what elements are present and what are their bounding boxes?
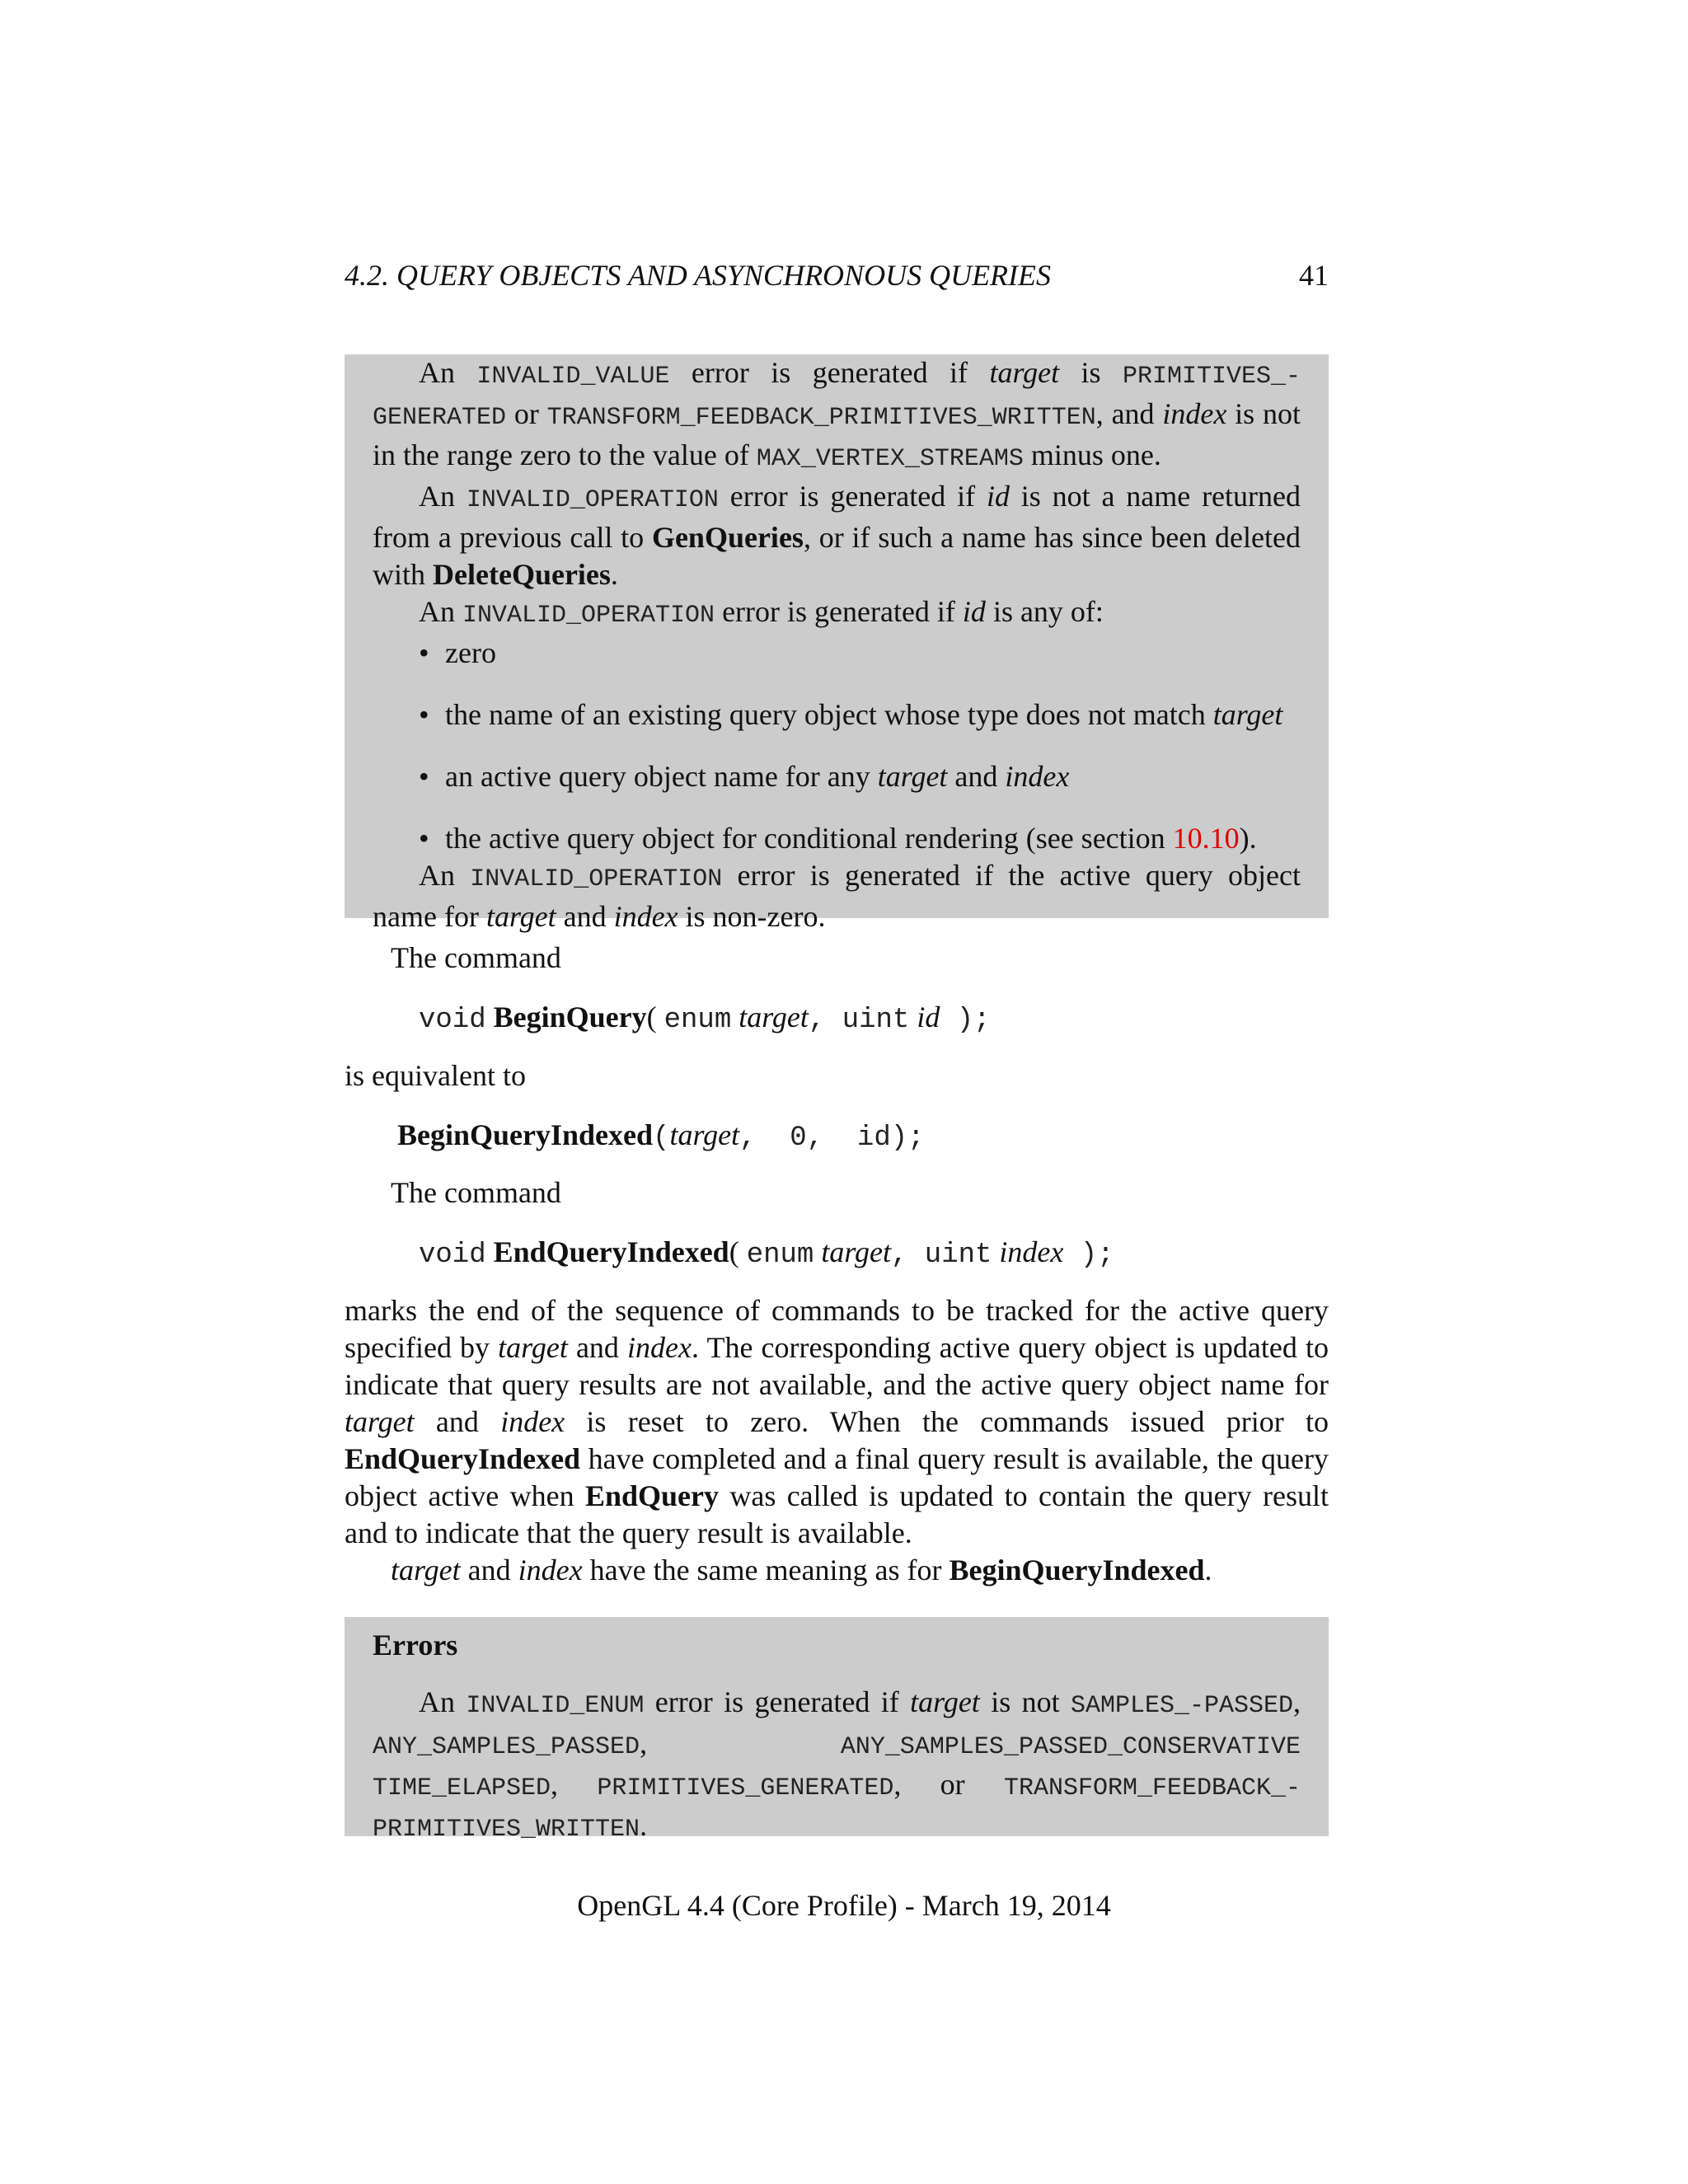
error-paragraph-invalid-operation-3: An INVALID_OPERATION error is generated if the active query object name for target and index is non-zero. [373, 859, 1301, 933]
error-paragraph-invalid-value: An INVALID_VALUE error is generated if target is PRIMITIVES_-GENERATED or TRANSFORM_FEEDBACK_PRIMITIVES_WRITTEN, and index is not in the range zero to the value of MAX_VERTEX_STREAMS minus one. [373, 356, 1301, 473]
cmd2-signature: void EndQueryIndexed( enum target, uint index ); [419, 1235, 1114, 1271]
error-paragraph-invalid-operation-1: An INVALID_OPERATION error is generated if id is not a name returned from a previous call to GenQueries, or if such a name has since been deleted with DeleteQueries. [373, 480, 1301, 591]
bullet-icon: • [419, 822, 429, 855]
description-paragraph-2: target and index have the same meaning as for BeginQueryIndexed. [391, 1554, 1212, 1586]
page-footer: OpenGL 4.4 (Core Profile) - March 19, 2014 [577, 1889, 1111, 1922]
list-item: • the name of an existing query object whose type does not match target [373, 696, 1301, 733]
cmd1-intro: The command [391, 941, 561, 974]
bullet-icon: • [419, 636, 429, 669]
bullet-icon: • [419, 698, 429, 731]
cmd1-signature: void BeginQuery( enum target, uint id ); [419, 1001, 991, 1036]
errors-heading: Errors [373, 1629, 458, 1661]
error-paragraph-invalid-operation-2: An INVALID_OPERATION error is generated if id is any of: [419, 595, 1104, 630]
equivalent-code: BeginQueryIndexed(target, 0, id); [397, 1118, 925, 1154]
cmd2-intro: The command [391, 1176, 561, 1209]
error-paragraph-invalid-enum: An INVALID_ENUM error is generated if target is not SAMPLES_-PASSED, ANY_SAMPLES_PASSED, ANY_SAMPLES_PASSED_CONSERVATIVE TIME_ELAPSED, PRIMITIVES_GENERATED, or TRANSFORM_FEEDBACK_-PRIMITIVES_WRITTEN. [373, 1685, 1301, 1844]
page-number: 41 [1299, 259, 1329, 292]
list-item: • an active query object name for any target and index [373, 758, 1301, 795]
description-paragraph: marks the end of the sequence of commands to be tracked for the active query specified by target and index. The corresponding active query object is updated to indicate that query results are not available, and the active query object name for target and index is reset to zero. When the commands issued prior to EndQueryIndexed have completed and a final query result is available, the query object active when EndQuery was called is updated to contain the query result and to indicate that the query result is available. [345, 1294, 1329, 1549]
errors-box-top [345, 354, 1329, 933]
section-title: 4.2. QUERY OBJECTS AND ASYNCHRONOUS QUERIES [345, 259, 1052, 292]
section-reference-link[interactable]: 10.10 [1172, 822, 1240, 855]
list-item: • zero [373, 635, 1301, 672]
bullet-icon: • [419, 760, 429, 793]
errors-box-bottom [345, 1617, 1329, 1844]
running-header [345, 257, 1329, 293]
equivalent-label: is equivalent to [345, 1059, 526, 1092]
list-item: • the active query object for conditional rendering (see section 10.10). [373, 820, 1301, 857]
